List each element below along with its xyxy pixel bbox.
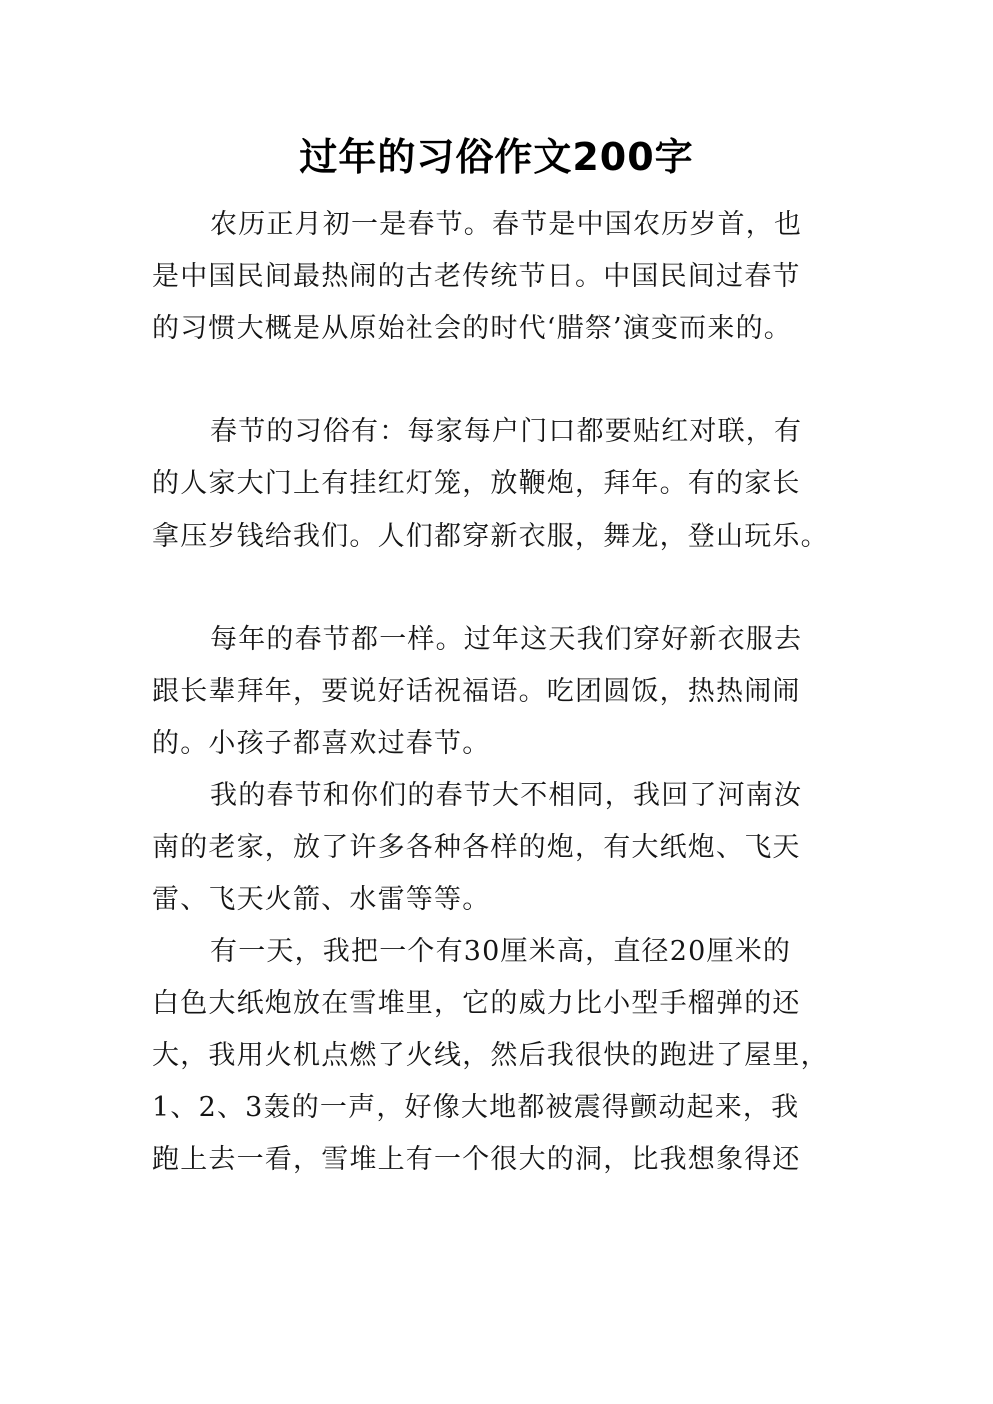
paragraph-1-line-1: 农历正月初一是春节。春节是中国农历岁首，也 <box>210 209 803 240</box>
paragraph-4-line-1: 我的春节和你们的春节大不相同，我回了河南汝 <box>210 780 803 811</box>
paragraph-5-line-2: 白色大纸炮放在雪堆里，它的威力比小型手榴弹的还 <box>152 988 801 1019</box>
document-title: 过年的习俗作文200字 <box>299 135 694 179</box>
paragraph-5-line-3: 大，我用火机点燃了火线，然后我很快的跑进了屋里， <box>152 1040 829 1071</box>
paragraph-2-line-3: 拿压岁钱给我们。人们都穿新衣服，舞龙，登山玩乐。 <box>152 521 829 552</box>
paragraph-2-line-1: 春节的习俗有：每家每户门口都要贴红对联，有 <box>210 416 803 447</box>
paragraph-5-line-1: 有一天，我把一个有30厘米高，直径20厘米的 <box>210 936 792 967</box>
paragraph-3-line-1: 每年的春节都一样。过年这天我们穿好新衣服去 <box>210 624 803 655</box>
paragraph-5-line-4: 1、2、3轰的一声，好像大地都被震得颤动起来，我 <box>152 1092 800 1123</box>
paragraph-5-line-5: 跑上去一看，雪堆上有一个很大的洞，比我想象得还 <box>152 1144 801 1175</box>
paragraph-1-line-2: 是中国民间最热闹的古老传统节日。中国民间过春节 <box>152 261 801 292</box>
paragraph-3-line-3: 的。小孩子都喜欢过春节。 <box>152 728 491 759</box>
paragraph-4-line-3: 雷、飞天火箭、水雷等等。 <box>152 884 491 915</box>
paragraph-4-line-2: 南的老家，放了许多各种各样的炮，有大纸炮、飞天 <box>152 832 801 863</box>
paragraph-3-line-2: 跟长辈拜年，要说好话祝福语。吃团圆饭，热热闹闹 <box>152 676 801 707</box>
paragraph-1-line-3: 的习惯大概是从原始社会的时代‘腊祭’演变而来的。 <box>152 313 792 344</box>
paragraph-2-line-2: 的人家大门上有挂红灯笼，放鞭炮，拜年。有的家长 <box>152 468 801 499</box>
